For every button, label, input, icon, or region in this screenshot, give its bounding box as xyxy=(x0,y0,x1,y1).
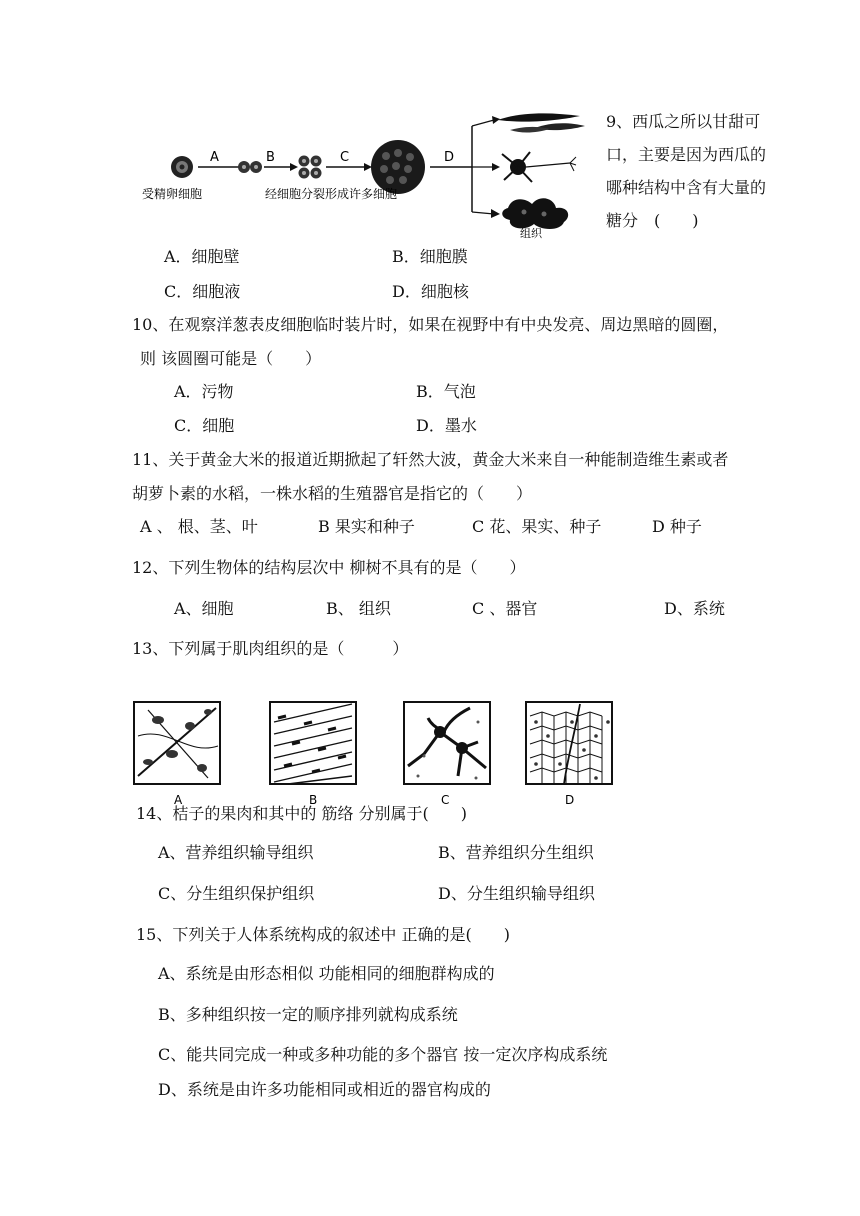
q11-option-b: B 果实和种子 xyxy=(318,517,415,536)
q10-option-a: A．污物 xyxy=(174,382,234,401)
tissue-options-figure xyxy=(128,696,628,808)
tissue-label-d: D xyxy=(565,793,575,807)
q10-option-b: B．气泡 xyxy=(416,382,476,401)
tissue-image-c xyxy=(404,702,490,784)
q9-stem-line-4: 糖分 ( ) xyxy=(606,211,699,230)
four-cell-stage xyxy=(299,156,322,179)
q9-stem-line-1: 9、西瓜之所以甘甜可 xyxy=(606,112,761,131)
fertilized-egg-label: 受精卵细胞 xyxy=(142,187,203,201)
q11-stem-line-2: 胡萝卜素的水稻，一株水稻的生殖器官是指它的（ ） xyxy=(132,484,533,503)
q10-option-c: C．细胞 xyxy=(174,416,235,435)
tissue-label: 组织 xyxy=(520,227,542,240)
tissue-label-c: C xyxy=(441,793,450,807)
q10-option-d: D．墨水 xyxy=(416,416,477,435)
q9-stem-line-3: 哪种结构中含有大量的 xyxy=(606,178,767,197)
two-cell-stage xyxy=(238,161,262,173)
tissue-image-d xyxy=(526,702,612,784)
q9-option-a: A．细胞壁 xyxy=(164,247,240,266)
q15-option-c: C、能共同完成一种或多种功能的多个器官 按一定次序构成系统 xyxy=(158,1045,608,1064)
q9-option-d: D．细胞核 xyxy=(392,282,469,301)
muscle-tissue-sketch xyxy=(498,113,585,132)
q9-stem-line-2: 口，主要是因为西瓜的 xyxy=(606,145,767,164)
step-d-label: D xyxy=(444,150,455,165)
q10-stem-line-2: 则 该圆圈可能是（ ） xyxy=(140,349,322,368)
q9-option-c: C．细胞液 xyxy=(164,282,241,301)
tissue-blob-sketch xyxy=(502,198,568,229)
q11-option-c: C 花、果实、种子 xyxy=(472,517,602,536)
q14-stem: 14、桔子的果肉和其中的 筋络 分别属于( ) xyxy=(136,804,468,823)
fertilized-egg-cell xyxy=(171,156,193,178)
q15-option-b: B、多种组织按一定的顺序排列就构成系统 xyxy=(158,1005,458,1024)
tissue-label-b: B xyxy=(309,793,318,807)
q11-option-a: A 、 根、茎、叶 xyxy=(140,517,258,536)
q12-option-b: B、 组织 xyxy=(326,599,391,618)
tissue-image-a xyxy=(134,702,220,784)
q12-option-c: C 、器官 xyxy=(472,599,538,618)
q14-option-c: C、分生组织保护组织 xyxy=(158,884,315,903)
q14-option-a: A、营养组织输导组织 xyxy=(158,843,314,862)
q9-option-b: B．细胞膜 xyxy=(392,247,468,266)
cell-division-label: 经细胞分裂形成许多细胞 xyxy=(265,187,398,201)
q12-option-a: A、细胞 xyxy=(174,599,234,618)
q14-option-b: B、营养组织分生组织 xyxy=(438,843,594,862)
q12-option-d: D、系统 xyxy=(664,599,725,618)
tissue-image-b xyxy=(270,702,356,784)
q13-stem: 13、下列属于肌肉组织的是（ ） xyxy=(132,639,409,658)
cell-development-figure xyxy=(140,108,590,243)
many-cell-cluster xyxy=(371,140,425,194)
step-c-label: C xyxy=(340,150,350,165)
step-a-label: A xyxy=(210,150,219,165)
step-b-label: B xyxy=(266,150,275,165)
q10-stem-line-1: 10、在观察洋葱表皮细胞临时装片时，如果在视野中有中央发亮、周边黑暗的圆圈， xyxy=(132,315,729,334)
nerve-cell-sketch xyxy=(502,152,576,182)
tissue-label-a: A xyxy=(174,793,183,807)
q15-option-a: A、系统是由形态相似 功能相同的细胞群构成的 xyxy=(158,964,495,983)
q15-stem: 15、下列关于人体系统构成的叙述中 正确的是( ) xyxy=(136,925,510,944)
q11-option-d: D 种子 xyxy=(652,517,702,536)
q15-option-d: D、系统是由许多功能相同或相近的器官构成的 xyxy=(158,1080,491,1099)
q14-option-d: D、分生组织输导组织 xyxy=(438,884,595,903)
q12-stem: 12、下列生物体的结构层次中 柳树不具有的是（ ） xyxy=(132,558,526,577)
q11-stem-line-1: 11、关于黄金大米的报道近期掀起了轩然大波，黄金大米来自一种能制造维生素或者 xyxy=(132,450,729,469)
